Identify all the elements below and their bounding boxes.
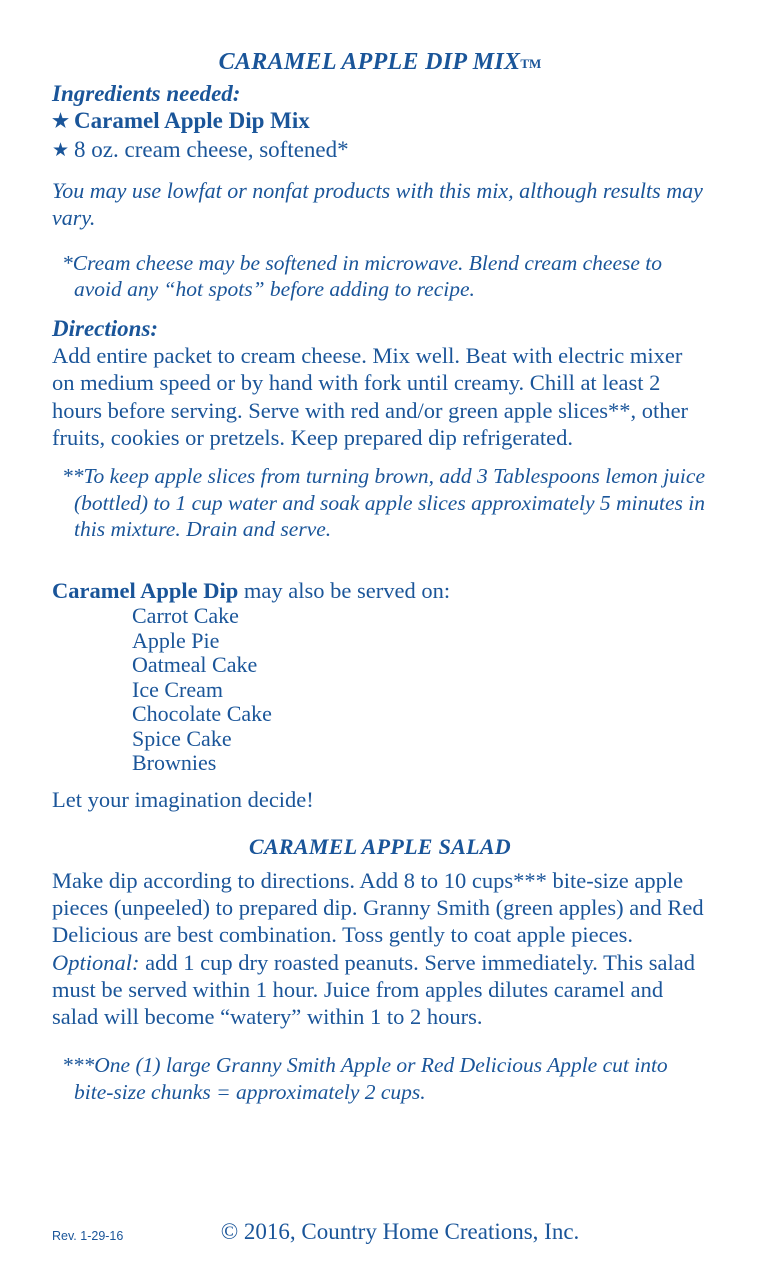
list-item: Ice Cream: [132, 676, 223, 702]
imagination-line: Let your imagination decide!: [52, 786, 314, 812]
page-title-text: CARAMEL APPLE DIP MIX: [218, 49, 521, 75]
salad-heading: CARAMEL APPLE SALAD: [248, 833, 511, 859]
list-item: Apple Pie: [132, 627, 220, 653]
ingredient-item: [52, 136, 708, 165]
list-item: Oatmeal Cake: [132, 652, 258, 678]
list-item: Brownies: [132, 750, 217, 776]
list-item: Carrot Cake: [132, 603, 239, 629]
page-title: [52, 0, 708, 74]
serving-lead-bold: Caramel Apple Dip: [52, 578, 239, 604]
apple-cups-footnote: ***One (1) large Granny Smith Apple or Red Delicious Apple cut into bite-size chunks = approximately 2 cups.: [62, 1053, 668, 1104]
ingredient-item: [52, 107, 708, 136]
salad-body-part2: add 1 cup dry roasted peanuts. Serve immediately. This salad must be served within 1 hour. Juice from apples dilutes caramel and salad will become “watery” within 1 to 2 hours.: [52, 949, 695, 1029]
ingredient-label: 8 oz. cream cheese, softened*: [74, 136, 349, 162]
serving-suggestions-list: [52, 604, 708, 776]
directions-heading: Directions:: [52, 316, 159, 342]
page-footer: [0, 1214, 760, 1244]
cream-cheese-footnote: *Cream cheese may be softened in microwave. Blend cream cheese to avoid any “hot spots” before adding to recipe.: [62, 250, 663, 302]
serving-lead-rest: may also be served on:: [238, 578, 451, 604]
ingredients-heading: Ingredients needed:: [52, 81, 241, 106]
apple-slices-footnote: **To keep apple slices from turning brown, add 3 Tablespoons lemon juice (bottled) to 1 cup water and soak apple slices approximately 5 minutes in this mixture. Drain and serve.: [62, 464, 705, 542]
trademark-mark: TM: [520, 56, 542, 71]
directions-body: Add entire packet to cream cheese. Mix well. Beat with electric mixer on medium speed or by hand with fork until creamy. Chill at least 2 hours before serving. Serve with red and/or green apple slices**, other fruits, cookies or pretzels. Keep prepared dip refrigerated.: [52, 343, 689, 450]
salad-optional-label: Optional:: [52, 949, 140, 975]
lowfat-note: You may use lowfat or nonfat products with this mix, although results may vary.: [52, 178, 703, 230]
list-item: Chocolate Cake: [132, 701, 272, 727]
serving-suggestions-lead: [52, 577, 708, 604]
star-bullet-icon: ★: [52, 111, 70, 133]
copyright-line: © 2016, Country Home Creations, Inc.: [220, 1218, 580, 1244]
revision-label: Rev. 1-29-16: [52, 1228, 124, 1243]
salad-body: [52, 867, 708, 1030]
list-item: Spice Cake: [132, 725, 232, 751]
salad-body-part1: Make dip according to directions. Add 8 to 10 cups*** bite-size apple pieces (unpeeled) to prepared dip. Granny Smith (green apples) and Red Delicious are best combination. Toss gently to coat apple pieces.: [52, 867, 704, 948]
ingredient-label: Caramel Apple Dip Mix: [74, 108, 310, 134]
star-bullet-icon: ★: [52, 139, 70, 161]
